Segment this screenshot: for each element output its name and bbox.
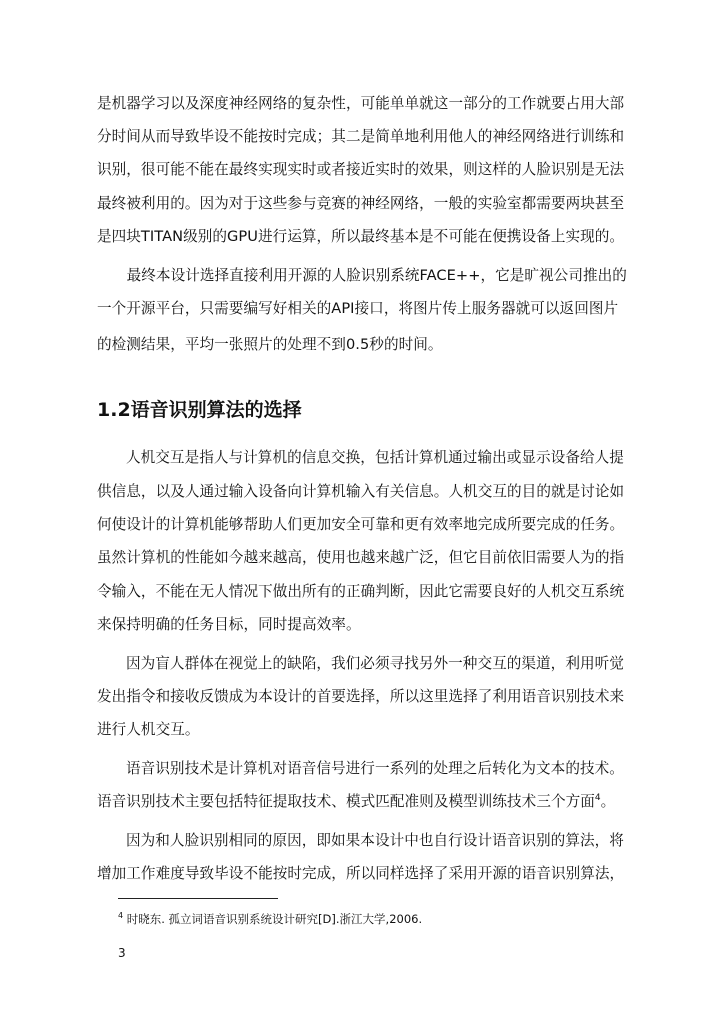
- body-line: 一个开源平台，只需要编写好相关的API接口，将图片传上服务器就可以返回图片: [97, 300, 619, 317]
- body-line-text: 语音识别技术主要包括特征提取技术、模式匹配准则及模型训练技术三个方面: [97, 793, 595, 810]
- body-line: 何使设计的计算机能够帮助人们更加安全可靠和更有效率地完成所要完成的任务。: [97, 516, 625, 533]
- body-line: 是机器学习以及深度神经网络的复杂性，可能单单就这一部分的工作就要占用大部: [97, 95, 625, 112]
- section-heading: 1.2语音识别算法的选择: [97, 399, 302, 421]
- body-line: 令输入，不能在无人情况下做出所有的正确判断，因此它需要良好的人机交互系统: [97, 583, 625, 600]
- body-line: 人机交互是指人与计算机的信息交换，包括计算机通过输出或显示设备给人提: [126, 449, 624, 466]
- body-line: 最终本设计选择直接利用开源的人脸识别系统FACE++，它是旷视公司推出的: [112, 267, 627, 284]
- body-line: 最终被利用的。因为对于这些参与竞赛的神经网络，一般的实验室都需要两块甚至: [97, 195, 625, 212]
- body-line: 进行人机交互。: [97, 721, 200, 738]
- body-line: 虽然计算机的性能如今越来越高，使用也越来越广泛，但它目前依旧需要人为的指: [97, 549, 625, 566]
- body-line: 发出指令和接收反馈成为本设计的首要选择，所以这里选择了利用语音识别技术来: [97, 688, 625, 705]
- body-line: 语音识别技术是计算机对语音信号进行一系列的处理之后转化为文本的技术。: [126, 760, 624, 777]
- body-line: 是四块TITAN级别的GPU进行运算，所以最终基本是不可能在便携设备上实现的。: [97, 228, 625, 245]
- body-line: 因为和人脸识别相同的原因，即如果本设计中也自行设计语音识别的算法，将: [126, 832, 624, 849]
- body-line: 来保持明确的任务目标，同时提高效率。: [97, 616, 361, 633]
- body-line: 增加工作难度导致毕设不能按时完成，所以同样选择了采用开源的语音识别算法，: [97, 865, 625, 882]
- footnote-separator: [118, 898, 278, 899]
- footnote-text: 时晓东. 孤立词语音识别系统设计研究[D].浙江大学,2006.: [126, 912, 423, 926]
- body-line: 供信息，以及人通过输入设备向计算机输入有关信息。人机交互的目的就是讨论如: [97, 483, 625, 500]
- footnote: [118, 911, 422, 927]
- page-number: 3: [118, 946, 126, 960]
- line-end-punct: 。: [600, 793, 616, 810]
- body-line: 因为盲人群体在视觉上的缺陷，我们必须寻找另外一种交互的渠道，利用听觉: [126, 655, 624, 672]
- footnote-marker: 4: [118, 911, 124, 921]
- body-line: 识别，很可能不能在最终实现实时或者接近实时的效果，则这样的人脸识别是无法: [97, 161, 625, 178]
- body-line: 分时间从而导致毕设不能按时完成；其二是简单地利用他人的神经网络进行训练和: [97, 128, 625, 145]
- footnote-reference: 4: [594, 793, 601, 804]
- body-line: [97, 790, 615, 811]
- body-line: 的检测结果，平均一张照片的处理不到0.5秒的时间。: [97, 336, 443, 353]
